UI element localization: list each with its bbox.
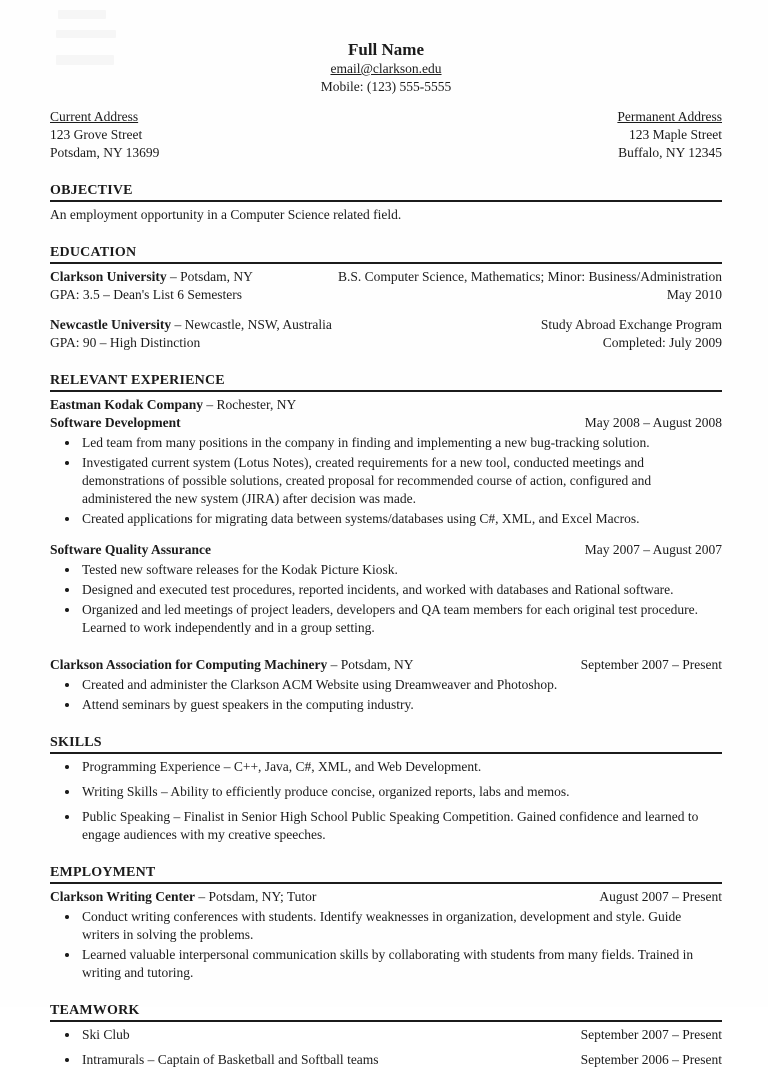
school-name: Clarkson University bbox=[50, 269, 167, 284]
experience-heading: RELEVANT EXPERIENCE bbox=[50, 373, 722, 392]
section-skills bbox=[50, 735, 722, 844]
full-name: Full Name bbox=[347, 40, 425, 59]
objective-text: An employment opportunity in a Computer Science related field. bbox=[50, 207, 402, 222]
resume-header bbox=[50, 40, 722, 96]
company-line bbox=[50, 396, 722, 414]
activity-dates: September 2006 – Present bbox=[580, 1052, 722, 1067]
employer-name: Clarkson Writing Center bbox=[50, 889, 195, 904]
teamwork-heading: TEAMWORK bbox=[50, 1003, 722, 1022]
organization-location: – Potsdam, NY bbox=[327, 657, 414, 672]
school-name-line bbox=[50, 268, 338, 286]
permanent-address bbox=[617, 108, 722, 162]
current-address-label: Current Address bbox=[50, 109, 139, 124]
education-heading: EDUCATION bbox=[50, 245, 722, 264]
bullet-item: • Learned valuable interpersonal communication skills by collaborating with students from many fields. Trained in writing and tutoring. bbox=[80, 946, 722, 982]
bullet-item: • Tested new software releases for the Kodak Picture Kiosk. bbox=[80, 561, 722, 579]
current-address-city: Potsdam, NY 13699 bbox=[50, 145, 160, 160]
gpa: GPA: 90 – High Distinction bbox=[50, 335, 201, 350]
email-address: email@clarkson.edu bbox=[330, 61, 442, 76]
objective-heading: OBJECTIVE bbox=[50, 183, 722, 202]
employment-heading: EMPLOYMENT bbox=[50, 865, 722, 884]
company-name: Eastman Kodak Company bbox=[50, 397, 204, 412]
graduation-date: May 2010 bbox=[666, 287, 722, 302]
section-education bbox=[50, 245, 722, 352]
teamwork-bullet-list bbox=[50, 1026, 722, 1069]
organization-bullet-list bbox=[50, 676, 722, 714]
employer-detail: – Potsdam, NY; Tutor bbox=[195, 889, 317, 904]
section-employment bbox=[50, 865, 722, 982]
company-location: – Rochester, NY bbox=[203, 397, 297, 412]
bullet-item: • Led team from many positions in the company in finding and implementing a new bug-tracking solution. bbox=[80, 434, 722, 452]
mobile-number: Mobile: (123) 555-5555 bbox=[320, 79, 452, 94]
section-relevant-experience bbox=[50, 373, 722, 714]
current-address-street: 123 Grove Street bbox=[50, 127, 143, 142]
role-title: Software Quality Assurance bbox=[50, 542, 211, 557]
bullet-item: • Attend seminars by guest speakers in the computing industry. bbox=[80, 696, 722, 714]
organization-line bbox=[50, 656, 722, 674]
role-title-line bbox=[50, 414, 722, 432]
skills-heading: SKILLS bbox=[50, 735, 722, 754]
degree: Study Abroad Exchange Program bbox=[540, 317, 722, 332]
bullet-item: • Organized and led meetings of project leaders, developers and QA team members for each original test procedure. Learned to work independently and in a group setting. bbox=[80, 601, 722, 637]
activity-name: • Ski Club bbox=[82, 1027, 130, 1042]
permanent-address-street: 123 Maple Street bbox=[629, 127, 722, 142]
role-bullet-list bbox=[50, 561, 722, 637]
degree: B.S. Computer Science, Mathematics; Minor: Business/Administration bbox=[338, 269, 722, 284]
bullet-item bbox=[80, 1051, 722, 1069]
activity-name: • Intramurals – Captain of Basketball and Softball teams bbox=[82, 1052, 379, 1067]
bullet-item: • Investigated current system (Lotus Notes), created requirements for a new tool, conducted meetings and demonstrations of possible solutions, created proposal for recommended course of action, configured and administered the new system (JIRA) after decision was made. bbox=[80, 454, 722, 508]
organization-dates: September 2007 – Present bbox=[580, 657, 722, 672]
current-address bbox=[50, 108, 159, 162]
gpa: GPA: 3.5 – Dean's List 6 Semesters bbox=[50, 287, 243, 302]
role-title: Software Development bbox=[50, 415, 181, 430]
school-name-line bbox=[50, 316, 541, 334]
scan-artifact bbox=[58, 10, 106, 19]
employer-line bbox=[50, 888, 722, 906]
bullet-item: • Conduct writing conferences with students. Identify weaknesses in organization, development and style. Guide writers in solving the problems. bbox=[80, 908, 722, 944]
employment-bullet-list bbox=[50, 908, 722, 982]
graduation-date: Completed: July 2009 bbox=[602, 335, 722, 350]
role-block bbox=[50, 541, 722, 637]
bullet-item: • Created applications for migrating data between systems/databases using C#, XML, and Excel Macros. bbox=[80, 510, 722, 528]
role-dates: May 2007 – August 2007 bbox=[584, 542, 722, 557]
education-entry bbox=[50, 268, 722, 304]
address-block bbox=[50, 108, 722, 162]
section-objective bbox=[50, 183, 722, 224]
education-entry bbox=[50, 316, 722, 352]
employment-dates: August 2007 – Present bbox=[599, 889, 722, 904]
school-location: – Potsdam, NY bbox=[166, 269, 253, 284]
bullet-item: • Public Speaking – Finalist in Senior High School Public Speaking Competition. Gained confidence and learned to engage audiences with my creative speeches. bbox=[80, 808, 722, 844]
permanent-address-city: Buffalo, NY 12345 bbox=[618, 145, 722, 160]
skills-bullet-list bbox=[50, 758, 722, 844]
role-bullet-list bbox=[50, 434, 722, 528]
scan-artifact bbox=[56, 30, 116, 38]
organization-name: Clarkson Association for Computing Machinery bbox=[50, 657, 328, 672]
school-name: Newcastle University bbox=[50, 317, 172, 332]
school-location: – Newcastle, NSW, Australia bbox=[171, 317, 332, 332]
permanent-address-label: Permanent Address bbox=[617, 109, 722, 124]
bullet-item: • Designed and executed test procedures, reported incidents, and worked with databases and Rational software. bbox=[80, 581, 722, 599]
bullet-item: • Programming Experience – C++, Java, C#, XML, and Web Development. bbox=[80, 758, 722, 776]
scan-artifact bbox=[56, 55, 114, 65]
section-teamwork bbox=[50, 1003, 722, 1069]
bullet-item: • Created and administer the Clarkson ACM Website using Dreamweaver and Photoshop. bbox=[80, 676, 722, 694]
organization-block bbox=[50, 656, 722, 714]
bullet-item: • Writing Skills – Ability to efficiently produce concise, organized reports, labs and memos. bbox=[80, 783, 722, 801]
activity-dates: September 2007 – Present bbox=[580, 1027, 722, 1042]
bullet-item bbox=[80, 1026, 722, 1044]
role-title-line bbox=[50, 541, 722, 559]
role-dates: May 2008 – August 2008 bbox=[584, 415, 722, 430]
